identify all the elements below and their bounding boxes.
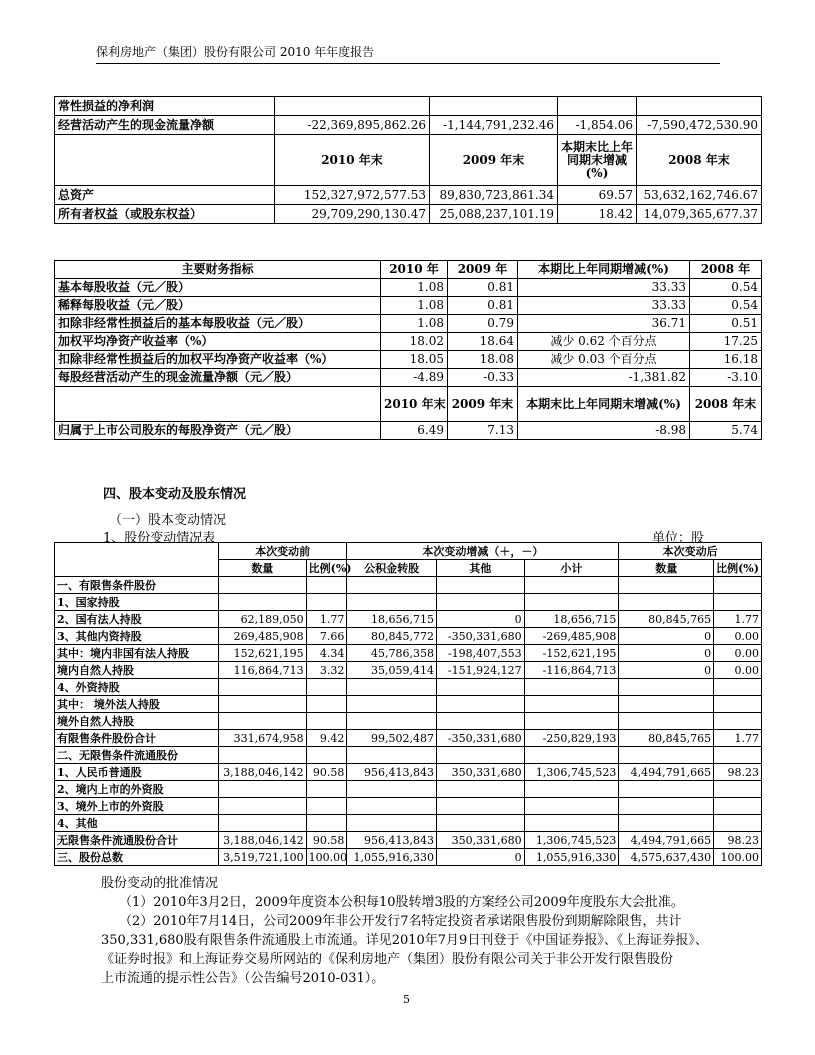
row-label: 二、无限售条件流通股份	[55, 747, 219, 764]
table-cell: -152,621,195	[524, 645, 619, 662]
financial-indicators-table	[54, 260, 762, 440]
table-cell: 269,485,908	[219, 628, 307, 645]
table-cell: 1,306,745,523	[524, 832, 619, 849]
table-cell	[219, 679, 307, 696]
table-cell: 100.00	[306, 849, 347, 866]
table-cell: 90.58	[306, 832, 347, 849]
column-header: 2009 年	[448, 261, 518, 279]
table-cell: 35,059,414	[347, 662, 437, 679]
table-row	[55, 662, 762, 679]
table-cell	[219, 713, 307, 730]
table-cell: 100.00	[714, 849, 762, 866]
table-cell	[347, 594, 437, 611]
table-cell	[619, 815, 714, 832]
column-header: 本次变动前	[219, 543, 347, 560]
table-row	[55, 730, 762, 747]
column-header: 2008 年	[690, 261, 762, 279]
table-cell: -250,829,193	[524, 730, 619, 747]
row-label: 2、境内上市的外资股	[55, 781, 219, 798]
table-cell	[619, 696, 714, 713]
table-cell	[619, 577, 714, 594]
row-label: 1、国家持股	[55, 594, 219, 611]
column-header: 2009 年末	[448, 387, 518, 422]
note-paragraph-2-line-2: 350,331,680股有限售条件流通股上市流通。详见2010年7月9日刊登于《中国证券报》、《上海证券报》、	[101, 933, 708, 948]
row-label: 境内自然人持股	[55, 662, 219, 679]
column-header: 2008 年末	[690, 387, 762, 422]
table-row	[55, 764, 762, 781]
table-row	[55, 832, 762, 849]
table-cell: 0.00	[714, 662, 762, 679]
column-header: 比例(%)	[714, 560, 762, 577]
table-cell: 116,864,713	[219, 662, 307, 679]
row-label: 有限售条件股份合计	[55, 730, 219, 747]
table-label: 1、股份变动情况表	[103, 531, 216, 546]
table-cell	[219, 594, 307, 611]
table-cell: 4,494,791,665	[619, 832, 714, 849]
table-cell: 4,575,637,430	[619, 849, 714, 866]
table-row	[55, 679, 762, 696]
row-label: 3、其他内资持股	[55, 628, 219, 645]
row-label: 2、国有法人持股	[55, 611, 219, 628]
table-row	[55, 798, 762, 815]
table-cell	[524, 594, 619, 611]
page-number: 5	[403, 993, 410, 1006]
row-label: 其中：境内非国有法人持股	[55, 645, 219, 662]
table-cell: -116,864,713	[524, 662, 619, 679]
table-cell: 3,188,046,142	[219, 832, 307, 849]
table-cell: 1,055,916,330	[347, 849, 437, 866]
share-change-table	[54, 542, 762, 866]
column-header: 2008 年末	[637, 135, 762, 186]
table-header-row	[55, 135, 762, 186]
table-row	[55, 781, 762, 798]
table-cell: 956,413,843	[347, 764, 437, 781]
row-label: 3、境外上市的外资股	[55, 798, 219, 815]
row-label: 经营活动产生的现金流量净额	[55, 116, 275, 135]
table-cell	[219, 696, 307, 713]
notes-title: 股份变动的批准情况	[101, 876, 219, 891]
table-row: 扣除非经常性损益后的加权平均净资产收益率（%） 18.05 18.08 减少 0.03 个百分点 16.18	[55, 351, 762, 369]
row-label: 一、有限售条件股份	[55, 577, 219, 594]
column-header: 本期末比上年同期末增减(%)	[558, 135, 637, 186]
table-cell	[347, 577, 437, 594]
column-header: 2010 年末	[381, 387, 448, 422]
key-data-table	[54, 96, 762, 224]
table-cell: 350,331,680	[437, 832, 525, 849]
table-row: 每股经营活动产生的现金流量净额（元／股） -4.89 -0.33 -1,381.82 -3.10	[55, 369, 762, 387]
table-cell: -151,924,127	[437, 662, 525, 679]
column-header: 2009 年末	[430, 135, 558, 186]
table-cell	[347, 679, 437, 696]
table-cell: 9.42	[306, 730, 347, 747]
table-cell	[347, 815, 437, 832]
table-row	[55, 97, 762, 116]
table-cell: 4,494,791,665	[619, 764, 714, 781]
note-paragraph-2-line-3: 《证券时报》和上海证券交易所网站的《保利房地产（集团）股份有限公司关于非公开发行限售股份	[101, 952, 674, 967]
table-cell: -350,331,680	[437, 628, 525, 645]
table-cell	[714, 594, 762, 611]
table-cell	[437, 815, 525, 832]
table-row: 扣除非经常性损益后的基本每股收益（元／股） 1.08 0.79 36.71 0.51	[55, 315, 762, 333]
table-cell: 3,519,721,100	[219, 849, 307, 866]
table-cell: 0	[619, 645, 714, 662]
table-cell: 0	[437, 849, 525, 866]
table-cell: 3.32	[306, 662, 347, 679]
table-cell: 45,786,358	[347, 645, 437, 662]
table-row	[55, 747, 762, 764]
row-label: 无限售条件流通股份合计	[55, 832, 219, 849]
column-header: 2010 年末	[275, 135, 430, 186]
table-cell	[437, 679, 525, 696]
table-row	[55, 645, 762, 662]
table-cell	[714, 747, 762, 764]
table-cell	[524, 781, 619, 798]
table-cell	[219, 747, 307, 764]
table-cell: -350,331,680	[437, 730, 525, 747]
table-cell: 956,413,843	[347, 832, 437, 849]
table-cell	[714, 577, 762, 594]
table-cell	[219, 577, 307, 594]
table-row	[55, 611, 762, 628]
table-cell: 18,656,715	[524, 611, 619, 628]
table-cell: 18,656,715	[347, 611, 437, 628]
table-cell	[714, 815, 762, 832]
table-cell	[524, 815, 619, 832]
column-header: 本次变动增减（＋，－）	[347, 543, 619, 560]
table-cell	[437, 696, 525, 713]
table-row	[55, 628, 762, 645]
row-label: 4、其他	[55, 815, 219, 832]
table-cell: 0.00	[714, 645, 762, 662]
table-cell	[714, 679, 762, 696]
table-row: 稀释每股收益（元／股） 1.08 0.81 33.33 0.54	[55, 297, 762, 315]
table-header-row	[55, 387, 762, 422]
row-label: 4、外资持股	[55, 679, 219, 696]
table-cell: 1.77	[714, 730, 762, 747]
table-cell: 1,055,916,330	[524, 849, 619, 866]
table-row	[55, 577, 762, 594]
table-cell	[306, 679, 347, 696]
column-header: 主要财务指标	[55, 261, 381, 279]
table-cell: 4.34	[306, 645, 347, 662]
unit-label: 单位：股	[652, 531, 705, 546]
column-header: 比例(%)	[306, 560, 347, 577]
table-cell	[524, 713, 619, 730]
table-cell: 0	[619, 662, 714, 679]
table-cell: -198,407,553	[437, 645, 525, 662]
table-cell	[714, 713, 762, 730]
table-cell	[347, 781, 437, 798]
note-paragraph-2-line-1: （2）2010年7月14日，公司2009年非公开发行7名特定投资者承诺限售股份到期解除限售，共计	[119, 914, 682, 929]
table-cell: -269,485,908	[524, 628, 619, 645]
table-cell	[714, 798, 762, 815]
table-cell	[524, 798, 619, 815]
table-cell	[347, 747, 437, 764]
table-cell	[219, 815, 307, 832]
table-cell	[619, 781, 714, 798]
table-cell	[437, 798, 525, 815]
table-cell: 80,845,765	[619, 611, 714, 628]
table-cell	[619, 747, 714, 764]
table-cell: 1.77	[306, 611, 347, 628]
table-cell	[306, 798, 347, 815]
table-cell	[437, 713, 525, 730]
table-cell	[219, 781, 307, 798]
column-header: 数量	[219, 560, 307, 577]
table-row: 加权平均净资产收益率（%） 18.02 18.64 减少 0.62 个百分点 17.25	[55, 333, 762, 351]
table-cell	[306, 815, 347, 832]
table-cell: 0	[619, 628, 714, 645]
table-cell: 98.23	[714, 832, 762, 849]
table-row	[55, 713, 762, 730]
column-header: 本期比上年同期增减(%)	[518, 261, 690, 279]
table-cell	[306, 747, 347, 764]
table-cell	[619, 713, 714, 730]
section-title: 四、股本变动及股东情况	[103, 487, 247, 502]
table-row	[55, 849, 762, 866]
table-cell: 80,845,772	[347, 628, 437, 645]
column-header: 数量	[619, 560, 714, 577]
table-cell	[437, 781, 525, 798]
row-label: 所有者权益（或股东权益）	[55, 205, 275, 224]
table-cell	[524, 696, 619, 713]
table-cell	[347, 696, 437, 713]
row-label: 常性损益的净利润	[55, 97, 275, 116]
table-cell	[437, 747, 525, 764]
table-cell: 1,306,745,523	[524, 764, 619, 781]
table-cell	[714, 696, 762, 713]
table-row: 归属于上市公司股东的每股净资产（元／股） 6.49 7.13 -8.98 5.74	[55, 422, 762, 440]
table-header-row	[55, 543, 762, 560]
table-row: 总资产 152,327,972,577.53 89,830,723,861.34 69.57 53,632,162,746.67	[55, 186, 762, 205]
table-row: 经营活动产生的现金流量净额 -22,369,895,862.26 -1,144,791,232.46 -1,854.06 -7,590,472,530.90	[55, 116, 762, 135]
column-header: 本期末比上年同期末增减(%)	[518, 387, 690, 422]
table-cell: 90.58	[306, 764, 347, 781]
table-cell: 7.66	[306, 628, 347, 645]
row-label: 其中： 境外法人持股	[55, 696, 219, 713]
header-rule	[96, 63, 720, 64]
table-cell	[619, 798, 714, 815]
subsection-title: （一）股本变动情况	[109, 513, 227, 528]
row-label: 境外自然人持股	[55, 713, 219, 730]
table-cell	[437, 594, 525, 611]
table-cell	[347, 713, 437, 730]
row-label: 1、人民币普通股	[55, 764, 219, 781]
table-cell: 99,502,487	[347, 730, 437, 747]
column-header: 公积金转股	[347, 560, 437, 577]
table-cell	[524, 747, 619, 764]
table-row: 所有者权益（或股东权益） 29,709,290,130.47 25,088,237,101.19 18.42 14,079,365,677.37	[55, 205, 762, 224]
table-cell: 331,674,958	[219, 730, 307, 747]
table-cell	[306, 713, 347, 730]
table-cell	[347, 798, 437, 815]
note-paragraph-2-line-4: 上市流通的提示性公告》（公告编号2010-031）。	[101, 971, 385, 986]
table-cell	[619, 679, 714, 696]
table-cell	[714, 781, 762, 798]
column-header: 本次变动后	[619, 543, 762, 560]
table-row	[55, 696, 762, 713]
table-cell: 3,188,046,142	[219, 764, 307, 781]
table-row	[55, 815, 762, 832]
table-cell	[524, 679, 619, 696]
table-row	[55, 594, 762, 611]
table-row: 基本每股收益（元／股） 1.08 0.81 33.33 0.54	[55, 279, 762, 297]
row-label: 三、股份总数	[55, 849, 219, 866]
table-cell	[437, 577, 525, 594]
table-cell	[306, 781, 347, 798]
column-header: 小计	[524, 560, 619, 577]
table-cell	[219, 798, 307, 815]
table-cell: 0	[437, 611, 525, 628]
column-header: 其他	[437, 560, 525, 577]
table-cell	[619, 594, 714, 611]
table-cell: 80,845,765	[619, 730, 714, 747]
note-paragraph-1: （1）2010年3月2日，2009年度资本公积每10股转增3股的方案经公司2009年度股东大会批准。	[119, 895, 684, 910]
table-cell: 0.00	[714, 628, 762, 645]
table-cell: 98.23	[714, 764, 762, 781]
column-header: 2010 年	[381, 261, 448, 279]
table-header-row	[55, 261, 762, 279]
table-cell: 62,189,050	[219, 611, 307, 628]
table-cell: 1.77	[714, 611, 762, 628]
page-header: 保利房地产（集团）股份有限公司 2010 年年度报告	[96, 45, 375, 59]
table-cell	[306, 577, 347, 594]
table-cell: 350,331,680	[437, 764, 525, 781]
table-cell	[306, 594, 347, 611]
table-cell: 152,621,195	[219, 645, 307, 662]
row-label: 总资产	[55, 186, 275, 205]
table-cell	[306, 696, 347, 713]
table-cell	[524, 577, 619, 594]
